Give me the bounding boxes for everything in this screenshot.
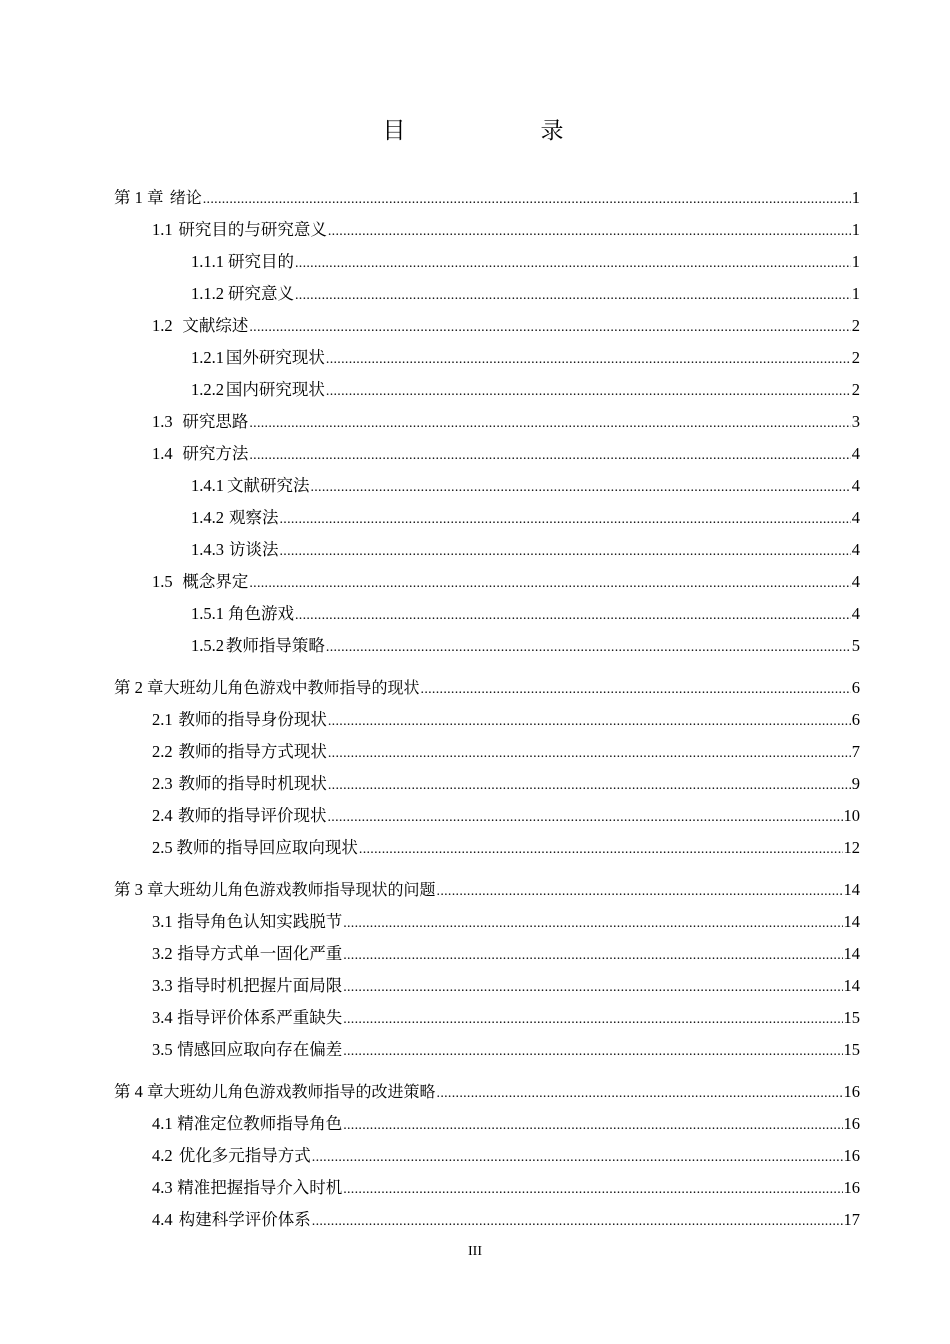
dot-leader bbox=[326, 634, 851, 662]
toc-entry-page: 4 bbox=[851, 572, 860, 591]
toc-entry-page: 6 bbox=[851, 678, 860, 697]
toc-entry-title: 教师的指导时机现状 bbox=[178, 774, 327, 793]
toc-entry-title: 研究目的 bbox=[227, 252, 294, 271]
toc-entry-number: 4.4 bbox=[152, 1210, 173, 1229]
toc-entry-number: 3.1 bbox=[152, 912, 173, 931]
toc-entry-title: 指导时机把握片面局限 bbox=[177, 976, 343, 995]
toc-entry-page: 1 bbox=[851, 284, 860, 303]
dot-leader bbox=[359, 836, 843, 864]
dot-leader bbox=[249, 410, 850, 438]
toc-entry-page: 14 bbox=[843, 976, 860, 995]
toc-entry[interactable] bbox=[191, 376, 860, 404]
dot-leader bbox=[249, 442, 850, 470]
dot-leader bbox=[279, 538, 850, 566]
toc-entry-number: 1.1 bbox=[152, 220, 173, 239]
toc-entry-title: 大班幼儿角色游戏中教师指导的现状 bbox=[163, 678, 420, 697]
toc-entry[interactable] bbox=[152, 908, 860, 936]
toc-entry[interactable] bbox=[152, 568, 860, 596]
toc-entry[interactable] bbox=[191, 248, 860, 276]
toc-entry[interactable] bbox=[191, 280, 860, 308]
toc-entry-title: 精准定位教师指导角色 bbox=[177, 1114, 343, 1133]
toc-entry-page: 15 bbox=[843, 1040, 860, 1059]
dot-leader bbox=[249, 570, 850, 598]
toc-entry-number: 第 4 章 bbox=[114, 1082, 164, 1101]
toc-entry[interactable] bbox=[114, 876, 860, 904]
toc-entry-page: 6 bbox=[851, 710, 860, 729]
toc-entry-page: 2 bbox=[851, 380, 860, 399]
toc-entry[interactable] bbox=[114, 184, 860, 212]
toc-entry-page: 9 bbox=[851, 774, 860, 793]
dot-leader bbox=[326, 378, 851, 406]
toc-entry[interactable] bbox=[152, 802, 860, 830]
toc-entry[interactable] bbox=[152, 408, 860, 436]
toc-entry-number: 1.4.2 bbox=[191, 508, 224, 527]
toc-entry-number: 4.2 bbox=[152, 1146, 173, 1165]
toc-entry-page: 7 bbox=[851, 742, 860, 761]
toc-entry-page: 12 bbox=[843, 838, 860, 857]
dot-leader bbox=[312, 1208, 843, 1236]
toc-entry[interactable] bbox=[152, 1110, 860, 1138]
toc-entry[interactable] bbox=[191, 632, 860, 660]
toc-entry-page: 16 bbox=[843, 1146, 860, 1165]
toc-entry[interactable] bbox=[191, 600, 860, 628]
toc-entry[interactable] bbox=[152, 1206, 860, 1234]
toc-entry-title: 访谈法 bbox=[228, 540, 279, 559]
toc-entry-page: 4 bbox=[851, 604, 860, 623]
toc-entry-title: 教师指导策略 bbox=[225, 636, 325, 655]
toc-entry-title: 构建科学评价体系 bbox=[178, 1210, 311, 1229]
toc-entry-title: 文献研究法 bbox=[226, 476, 310, 495]
toc-entry-number: 3.5 bbox=[152, 1040, 173, 1059]
toc-entry-number: 2.2 bbox=[152, 742, 173, 761]
toc-entry-page: 1 bbox=[851, 188, 860, 207]
toc-entry-title: 概念界定 bbox=[182, 572, 249, 591]
toc-entry-page: 10 bbox=[843, 806, 860, 825]
dot-leader bbox=[421, 676, 851, 704]
toc-entry-page: 2 bbox=[851, 348, 860, 367]
toc-entry-page: 4 bbox=[851, 540, 860, 559]
toc-entry-page: 5 bbox=[851, 636, 860, 655]
toc-entry[interactable] bbox=[152, 770, 860, 798]
toc-entry-title: 观察法 bbox=[228, 508, 279, 527]
toc-entry-title: 教师的指导身份现状 bbox=[178, 710, 327, 729]
toc-entry-title: 角色游戏 bbox=[227, 604, 294, 623]
dot-leader bbox=[328, 708, 851, 736]
toc-entry[interactable] bbox=[152, 440, 860, 468]
toc-entry-number: 2.3 bbox=[152, 774, 173, 793]
toc-entry[interactable] bbox=[152, 1004, 860, 1032]
toc-entry-title: 国内研究现状 bbox=[225, 380, 325, 399]
dot-leader bbox=[437, 878, 843, 906]
toc-entry-number: 1.3 bbox=[152, 412, 173, 431]
toc-entry[interactable] bbox=[152, 1142, 860, 1170]
toc-entry[interactable] bbox=[114, 1078, 860, 1106]
toc-entry-page: 4 bbox=[851, 444, 860, 463]
dot-leader bbox=[343, 1176, 842, 1204]
toc-entry[interactable] bbox=[152, 738, 860, 766]
toc-entry-number: 2.5 bbox=[152, 838, 173, 857]
dot-leader bbox=[343, 1006, 842, 1034]
toc-entry-title: 情感回应取向存在偏差 bbox=[177, 1040, 343, 1059]
toc-entry-page: 2 bbox=[851, 316, 860, 335]
toc-entry-number: 第 2 章 bbox=[114, 678, 164, 697]
toc-entry-title: 指导评价体系严重缺失 bbox=[177, 1008, 343, 1027]
toc-entry-number: 3.2 bbox=[152, 944, 173, 963]
toc-entry[interactable] bbox=[114, 674, 860, 702]
toc-entry-number: 1.5.1 bbox=[191, 604, 224, 623]
dot-leader bbox=[295, 282, 851, 310]
toc-entry[interactable] bbox=[191, 504, 860, 532]
toc-entry-number: 2.4 bbox=[152, 806, 173, 825]
toc-entry-number: 2.1 bbox=[152, 710, 173, 729]
toc-entry-title: 教师的指导方式现状 bbox=[178, 742, 327, 761]
page-title: 目 录 bbox=[382, 118, 620, 143]
toc-entry[interactable] bbox=[152, 706, 860, 734]
toc-entry-title: 大班幼儿角色游戏教师指导的改进策略 bbox=[163, 1082, 436, 1101]
toc-entry-page: 16 bbox=[843, 1082, 860, 1101]
toc-entry-page: 1 bbox=[851, 252, 860, 271]
dot-leader bbox=[326, 346, 851, 374]
toc-entry-page: 16 bbox=[843, 1178, 860, 1197]
toc-entry-title: 国外研究现状 bbox=[225, 348, 325, 367]
dot-leader bbox=[203, 186, 851, 214]
toc-entry-number: 第 3 章 bbox=[114, 880, 164, 899]
dot-leader bbox=[343, 1112, 842, 1140]
toc-entry-number: 1.2 bbox=[152, 316, 173, 335]
toc-entry-title: 指导方式单一固化严重 bbox=[177, 944, 343, 963]
toc-entry-number: 1.4.3 bbox=[191, 540, 224, 559]
dot-leader bbox=[295, 250, 851, 278]
dot-leader bbox=[328, 740, 851, 768]
dot-leader bbox=[328, 772, 851, 800]
dot-leader bbox=[295, 602, 851, 630]
toc-entry-page: 4 bbox=[851, 508, 860, 527]
toc-entry-number: 3.3 bbox=[152, 976, 173, 995]
dot-leader bbox=[328, 218, 851, 246]
toc-entry-title: 教师的指导回应取向现状 bbox=[176, 838, 358, 857]
dot-leader bbox=[312, 1144, 843, 1172]
toc-entry-number: 1.1.1 bbox=[191, 252, 224, 271]
toc-entry-title: 研究思路 bbox=[182, 412, 249, 431]
toc-entry-title: 指导角色认知实践脱节 bbox=[177, 912, 343, 931]
toc-entry-title: 研究意义 bbox=[227, 284, 294, 303]
toc-entry-title: 优化多元指导方式 bbox=[178, 1146, 311, 1165]
toc-entry-number: 1.1.2 bbox=[191, 284, 224, 303]
toc-entry-title: 大班幼儿角色游戏教师指导现状的问题 bbox=[163, 880, 436, 899]
toc-entry[interactable] bbox=[152, 940, 860, 968]
toc-entry-page: 17 bbox=[843, 1210, 860, 1229]
toc-entry-page: 4 bbox=[851, 476, 860, 495]
toc-entry-number: 1.2.1 bbox=[191, 348, 224, 367]
toc-entry[interactable] bbox=[191, 472, 860, 500]
toc-entry-title: 精准把握指导介入时机 bbox=[177, 1178, 343, 1197]
toc-entry[interactable] bbox=[191, 536, 860, 564]
toc-entry-number: 1.4.1 bbox=[191, 476, 224, 495]
dot-leader bbox=[249, 314, 850, 342]
toc-entry-title: 文献综述 bbox=[182, 316, 249, 335]
toc-entry-page: 14 bbox=[843, 880, 860, 899]
toc-entry-page: 14 bbox=[843, 912, 860, 931]
toc-entry-title: 教师的指导评价现状 bbox=[177, 806, 327, 825]
toc-entry-page: 3 bbox=[851, 412, 860, 431]
toc-entry-number: 4.1 bbox=[152, 1114, 173, 1133]
toc-entry[interactable] bbox=[191, 344, 860, 372]
dot-leader bbox=[437, 1080, 843, 1108]
dot-leader bbox=[343, 942, 842, 970]
page-number: III bbox=[468, 1244, 482, 1259]
toc-entry-number: 1.4 bbox=[152, 444, 173, 463]
toc-entry-title: 研究目的与研究意义 bbox=[178, 220, 327, 239]
toc-entry[interactable] bbox=[152, 1036, 860, 1064]
toc-entry[interactable] bbox=[152, 1174, 860, 1202]
dot-leader bbox=[310, 474, 850, 502]
toc-entry[interactable] bbox=[152, 312, 860, 340]
toc-entry[interactable] bbox=[152, 216, 860, 244]
dot-leader bbox=[343, 910, 842, 938]
toc-entry-title: 绪论 bbox=[169, 188, 202, 207]
toc-entry[interactable] bbox=[152, 972, 860, 1000]
dot-leader bbox=[343, 1038, 842, 1066]
dot-leader bbox=[327, 804, 842, 832]
toc-entry-number: 1.5.2 bbox=[191, 636, 224, 655]
toc-entry-number: 1.5 bbox=[152, 572, 173, 591]
toc-entry[interactable] bbox=[152, 834, 860, 862]
toc-entry-page: 14 bbox=[843, 944, 860, 963]
toc-entry-title: 研究方法 bbox=[182, 444, 249, 463]
toc-entry-page: 1 bbox=[851, 220, 860, 239]
toc-entry-number: 4.3 bbox=[152, 1178, 173, 1197]
toc-entry-number: 第 1 章 bbox=[114, 188, 164, 207]
toc-entry-page: 16 bbox=[843, 1114, 860, 1133]
toc-entry-page: 15 bbox=[843, 1008, 860, 1027]
dot-leader bbox=[279, 506, 850, 534]
toc-entry-number: 1.2.2 bbox=[191, 380, 224, 399]
dot-leader bbox=[343, 974, 842, 1002]
toc-entry-number: 3.4 bbox=[152, 1008, 173, 1027]
